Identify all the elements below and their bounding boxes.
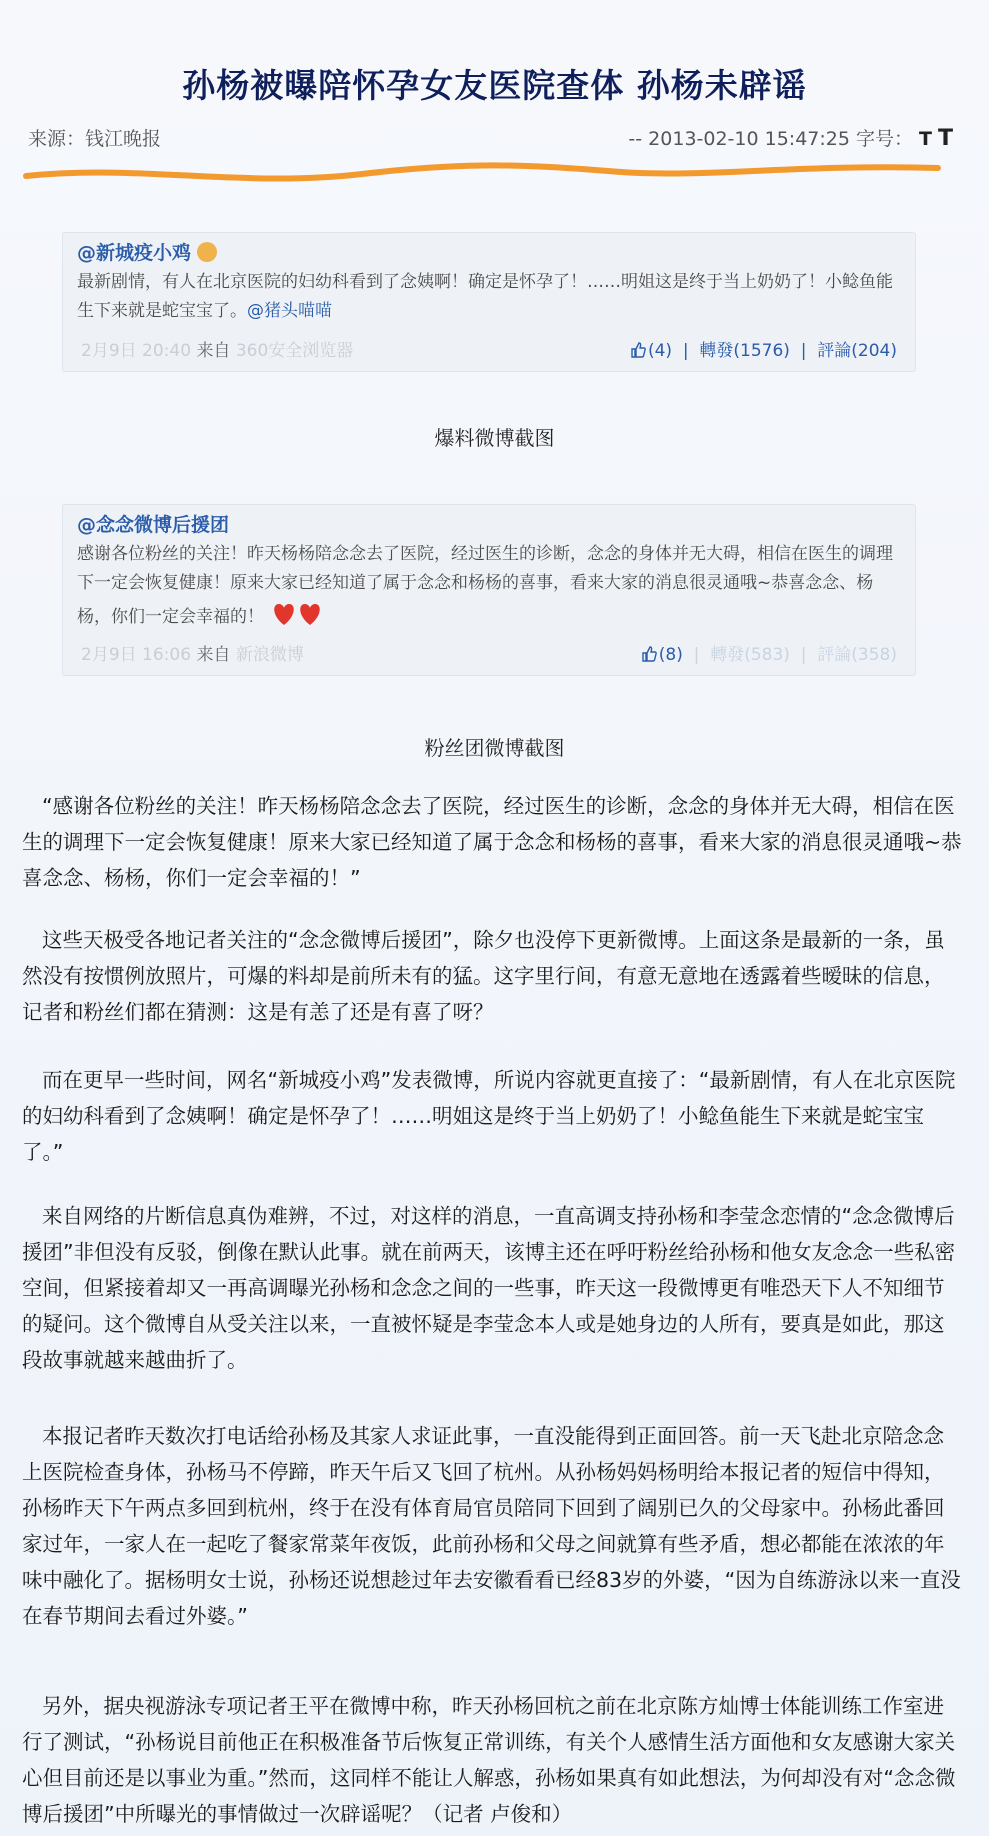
repost-count[interactable]: 轉發(583) (710, 645, 790, 665)
article-paragraph: 这些天极受各地记者关注的“念念微博后援团”，除夕也没停下更新微博。上面这条是最新的一条，虽然没有按惯例放照片，可爆的料却是前所未有的猛。这字里行间，有意无意地在透露着些暧昧的信息，记者和粉丝们都在猜测：这是有恙了还是有喜了呀？ (22, 928, 945, 1024)
orange-underline-mark (22, 158, 942, 192)
article-paragraph: “感谢各位粉丝的关注！昨天杨杨陪念念去了医院，经过医生的诊断，念念的身体并无大碍，相信在医生的调理下一定会恢复健康！原来大家已经知道了属于念念和杨杨的喜事，看来大家的消息很灵通哦~恭喜念念、杨杨，你们一定会幸福的！” (22, 794, 962, 890)
article-title: 孙杨被曝陪怀孕女友医院查体 孙杨未辟谣 (182, 66, 807, 105)
comment-count[interactable]: 評論(204) (817, 341, 897, 361)
font-size-small-button[interactable]: T (919, 128, 932, 150)
like-count[interactable]: (8) (658, 645, 683, 665)
stats-divider: | (677, 341, 694, 361)
like-icon (641, 646, 657, 662)
stats-divider: | (795, 645, 812, 665)
source-label: 来源：钱江晚报 (28, 128, 162, 150)
hearts-icon (270, 598, 326, 628)
weibo-time: 2月9日 20:40 (81, 341, 192, 361)
weibo-from-label: 来自 (196, 341, 231, 361)
repost-count[interactable]: 轉發(1576) (699, 341, 790, 361)
emoji-icon (197, 242, 217, 262)
weibo-screenshot-fanclub (62, 504, 916, 676)
weibo-text: 最新剧情，有人在北京医院的妇幼科看到了念姨啊！确定是怀孕了！……明姐这是终于当上奶奶了！小鲶鱼能生下来就是蛇宝宝了。@猪头喵喵 (77, 272, 893, 321)
weibo-time: 2月9日 16:06 (81, 645, 192, 665)
caption-leak: 爆料微博截图 (434, 426, 555, 450)
stats-divider: | (688, 645, 705, 665)
weibo-mention: @猪头喵喵 (247, 301, 332, 321)
weibo-stats (641, 641, 897, 670)
like-icon (630, 342, 646, 358)
weibo-footer (81, 641, 897, 670)
weibo-user: @念念微博后援团 (77, 514, 230, 536)
article-paragraph: 来自网络的片断信息真伪难辨，不过，对这样的消息，一直高调支持孙杨和李莹念恋情的“念念微博后援团”非但没有反驳，倒像在默认此事。就在前两天，该博主还在呼吁粉丝给孙杨和他女友念念一些私密空间，但紧接着却又一再高调曝光孙杨和念念之间的一些事，昨天这一段微博更有唯恐天下人不知细节的疑问。这个微博自从受关注以来，一直被怀疑是李莹念本人或是她身边的人所有，要真是如此，那这段故事就越来越曲折了。 (22, 1204, 956, 1372)
weibo-screenshot-leak (62, 232, 916, 372)
caption-fanclub: 粉丝团微博截图 (424, 736, 565, 760)
weibo-footer (81, 337, 897, 366)
weibo-from-app: 360安全浏览器 (235, 341, 354, 361)
stats-divider: | (795, 341, 812, 361)
article-paragraph: 本报记者昨天数次打电话给孙杨及其家人求证此事，一直没能得到正面回答。前一天飞赴北京陪念念上医院检查身体，孙杨马不停蹄，昨天午后又飞回了杭州。从孙杨妈妈杨明给本报记者的短信中得知，孙杨昨天下午两点多回到杭州，终于在没有体育局官员陪同下回到了阔别已久的父母家中。孙杨此番回家过年，一家人在一起吃了餐家常菜年夜饭，此前孙杨和父母之间就算有些矛盾，想必都能在浓浓的年味中融化了。据杨明女士说，孙杨还说想趁过年去安徽看看已经83岁的外婆，“因为自练游泳以来一直没在春节期间去看过外婆。” (22, 1424, 961, 1628)
weibo-from-label: 来自 (196, 645, 231, 665)
weibo-user: @新城疫小鸡 (77, 239, 901, 268)
meta-info (628, 124, 953, 151)
publish-datetime: -- 2013-02-10 15:47:25 字号： (628, 128, 914, 150)
like-count[interactable]: (4) (647, 341, 673, 361)
weibo-from-app: 新浪微博 (235, 645, 304, 665)
article-paragraph: 另外，据央视游泳专项记者王平在微博中称，昨天孙杨回杭之前在北京陈方灿博士体能训练工作室进行了测试，“孙杨说目前他正在积极准备节后恢复正常训练，有关个人感情生活方面他和女友感谢大家关心但目前还是以事业为重。”然而，这同样不能让人解惑，孙杨如果真有如此想法，为何却没有对“念念微博后援团”中所曝光的事情做过一次辟谣呢？（记者 卢俊和） (22, 1694, 956, 1826)
font-size-large-button[interactable]: T (937, 126, 953, 151)
weibo-stats (630, 337, 897, 366)
comment-count[interactable]: 評論(358) (817, 645, 897, 665)
weibo-text: 感谢各位粉丝的关注！昨天杨杨陪念念去了医院，经过医生的诊断，念念的身体并无大碍，相信在医生的调理下一定会恢复健康！原来大家已经知道了属于念念和杨杨的喜事，看来大家的消息很灵通哦~恭喜念念、杨杨，你们一定会幸福的！ (77, 544, 893, 627)
article-paragraph: 而在更早一些时间，网名“新城疫小鸡”发表微博，所说内容就更直接了：“最新剧情，有人在北京医院的妇幼科看到了念姨啊！确定是怀孕了！……明姐这是终于当上奶奶了！小鲶鱼能生下来就是蛇宝宝了。” (22, 1068, 956, 1164)
